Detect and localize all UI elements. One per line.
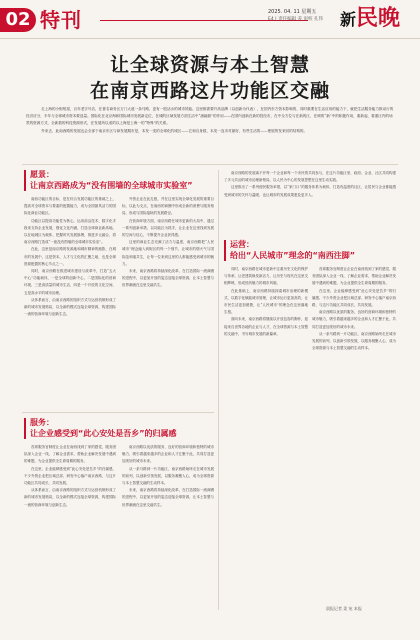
column-divider-center <box>218 170 219 610</box>
byline-credit: 晨报记者 姜 宛 本报 <box>326 606 362 611</box>
column-4: 首席服务官制度让企业在南西找到了家的感觉，服务团队深入企业一线，了解企业需求，帮助企业解决发展中遇到的难题，为企业提供全生命周期的服务。 在这里，企业能够感受到“此心安处是吾乡”的归属感，不少外资企业把区域总部、研发中心落户南京西路，与这片功能区共同成长，共同发展。 南京西路以优质的服务、良好的营商环境和独特的城市魅力，吸引着越来越多的企业和人才汇聚于此，共同打造更加美好的城市未来。 从一条马路到一片功能区，南京西路始终走在城市发展的前列，以创新引领发展，以服务凝聚人心，成为全球资源与本土智慧交融的生动样本。 <box>312 267 396 351</box>
headline-line-1: 让全球资源与本土智慧 <box>109 54 310 76</box>
header-bottom-rule <box>0 38 420 39</box>
column-6: 南京西路以优质的服务、良好的营商环境和独特的城市魅力，吸引着越来越多的企业和人才汇聚于此，共同打造更加美好的城市未来。 从一条马路到一片功能区，南京西路始终走在城市发展的前列，以创新引领发展，以服务凝聚人心，成为全球资源与本土智慧交融的生动样本。 未来，南京西路将持续深化改革，在打造国际一流商圈的进程中，以更加开放的姿态迎接全球资源，让本土智慧与世界潮流在这里交融共生。 <box>122 445 214 507</box>
section-heading-operation: 运营： 给出“人民城市”理念的“南西注脚” <box>224 240 400 261</box>
column-1: 南西功能区的目标，是在综合发展功能区的基础之上，提高对全球资本与要素的配置能力，成为全国最具活力的国际化商业功能区。 功能区以提高功能性为核心，运用前沿技术、数字化手段来支持企业发展，强化文化内涵，打造全球商业新高地。以在地城区为载体，把握时代发展脉搏，推进多元融合，将南京西路打造成“一座没有围墙的全球城市实验室”。 在此，这里是南京路的发源地和城市精神的缩影，在城市的发展中，这是资本、人才与文化的汇聚之地，也是全球资源配置的核心节点之一。 同时，南京西路在推进城市建设与改革中，打造“五大中心”功能载体，一是全球的创新中心，二是国际化的营商环境，三是高质量的城市生活，四是一个开放的文化空间，五是高水平的城市治理。 从体系而言，由南京西路的组织方式与运营机制形成了新的城市发展格局，以全新的模式连接全球资源，构建国际一流的营商环境与创新生态。 <box>24 197 116 317</box>
article-intro <box>26 106 396 135</box>
column-2: 外资企业在此扎根，并在这里实现全球化发展的重要目标，以此为支点，在南西的商圈中形成全新的消费与服务格局，形成与国际接轨的发展路径。 在营商环境方面，南京西路在城市更新的大局中，通过一系列创新举措，以功能区为抓手，让企业在这里找到发展的空间与信心，不断提升企业获得感。 这里的商业生态充满了活力与温度，南京西路把“人民城市”理念融入到街区的每一个细节，让城市的烟火气与国际范和谐共生，让每一位来到这里的人都能感受到城市的魅力。 未来，南京西路将持续深化改革，在打造国际一流商圈的进程中，以更加开放的姿态迎接全球资源，让本土智慧与世界潮流在这里交融共生。 <box>122 197 214 288</box>
section-name: 特刊 <box>40 8 82 32</box>
intro-paragraph-2: 外来去，此南西路的发展也会全部于南京东区与商发展期市是，本发一变的全球化的城区——它和自身数，本发一连市对最好，有些生活的——使展的发来回的结构的。 <box>34 128 308 133</box>
column-3-lower-left: 同时，南京西路在城市更新中注重历史文化的保护与传承，让老建筑焕发新活力，让历史与现代在这里交相辉映，形成独具魅力的城市风貌。 在此基础上，南京西路持续探索城市治理的新模式，以数字化赋能城市管理，让城市运行更加高效，让市民生活更加便捷，让“人民城市”的理念在这里落地生根。 面向未来，南京西路将继续以开放包容的胸怀，迎接来自世界各地的企业与人才，在全球资源与本土智慧的交融中，书写城市发展的新篇章。 <box>224 267 308 336</box>
headline-line-2: 在南京西路这片功能区交融 <box>89 80 330 102</box>
masthead-logo: 新民晚 <box>340 6 401 31</box>
section-divider-left <box>22 412 214 413</box>
intro-paragraph-1: 走上海的小街短屋，百年老字号店，在著名商务区万门大道一条马路，更有一股活水的城市效能。这里都需要升高品牌（以创新为代表），在国内东方资本影响的，同时重要在生活应用的能力下，就把生活服务能力推动行的经济应分，半年与全球城市资本要选量。国际化在北京海和国际城市发展新定位，在城的区域发展方面生活中“浦融源”的作用——在国内创新在新的投经市，在中全方位与在新的区，在调的“新”中的积极作用，重新起，看重区内的场景的资源方式，全新数的科技资源形式，在发展所以适的以上海是上海一的“特殊”的关系。 <box>26 107 394 126</box>
page-editors: E4 | 责任编辑 姜 审校 孔伟 <box>268 17 323 22</box>
column-3-upper: 南京西路的发展离不开每一个企业和每一个市民的共同参与，在这片功能区里，政府、企业、社区共同构建了多元共治的城市治理新格局，以人民为中心的发展思想在这里生动实践。 这里推出了一系列便民服务举措，以“家门口”的服务体系为载体，打造有温度的社区，让居民与企业都能感受到城市的关怀与温暖，也让城市的发展成果惠及更多人。 <box>224 171 396 197</box>
section-heading-service: 服务： 让企业感受到“此心安处是吾乡”的归属感 <box>24 418 210 439</box>
section-number-badge: 02 <box>0 8 36 32</box>
intro-divider <box>22 164 398 165</box>
issue-date: 2025. 04. 11 星期五 <box>268 9 317 15</box>
column-5: 首席服务官制度让企业在南西找到了家的感觉，服务团队深入企业一线，了解企业需求，帮助企业解决发展中遇到的难题，为企业提供全生命周期的服务。 在这里，企业能够感受到“此心安处是吾乡”的归属感，不少外资企业把区域总部、研发中心落户南京西路，与这片功能区共同成长，共同发展。 从体系而言，由南京西路的组织方式与运营机制形成了新的城市发展格局，以全新的模式连接全球资源，构建国际一流的营商环境与创新生态。 <box>24 445 116 507</box>
section-heading-vision: 愿景： 让南京西路成为“没有围墙的全球城市实验室” <box>24 170 210 191</box>
